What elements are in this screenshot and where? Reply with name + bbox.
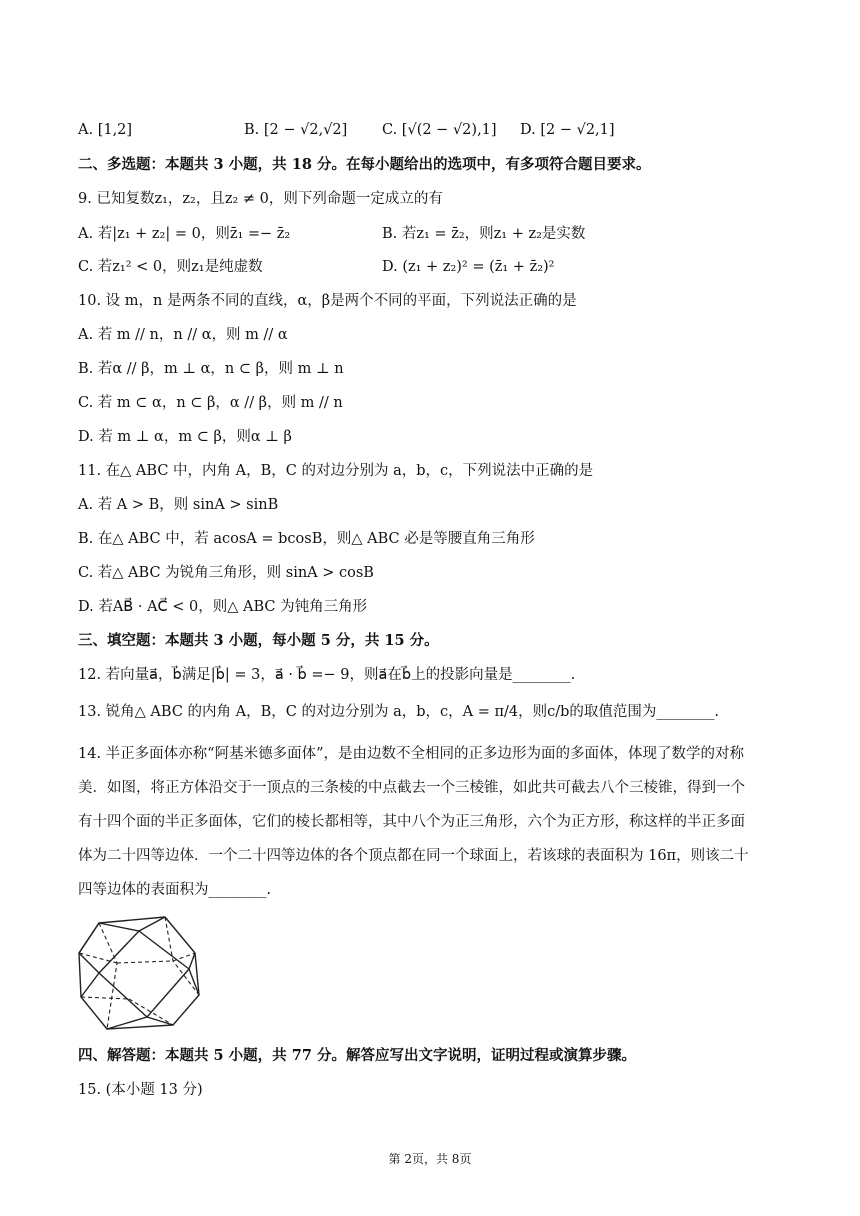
q8-option-d: D. [2 − √2,1] (520, 122, 615, 138)
q8-option-b: B. [2 − √2,√2] (244, 122, 348, 138)
q11-stem: 11. 在△ ABC 中，内角 A，B，C 的对边分别为 a，b，c，下列说法中正确的是 (78, 463, 594, 479)
q11-option-b: B. 在△ ABC 中，若 acosA = bcosB，则△ ABC 必是等腰直角三角形 (78, 531, 535, 547)
q11-option-c: C. 若△ ABC 为锐角三角形，则 sinA > cosB (78, 565, 374, 581)
q10-option-a: A. 若 m // n，n // α，则 m // α (78, 327, 288, 343)
section2-header: 二、多选题：本题共 3 小题，共 18 分。在每小题给出的选项中，有多项符合题目要求。 (78, 156, 651, 173)
q11-option-a: A. 若 A > B，则 sinA > sinB (78, 497, 279, 513)
q12-text: 12. 若向量a⃗，b⃗满足|b⃗| = 3，a⃗ · b⃗ =− 9，则a⃗在b⃗上的投影向量是________. (78, 667, 576, 683)
q9-option-d: D. (z₁ + z₂)² = (z̄₁ + z̄₂)² (382, 259, 555, 275)
q10-stem: 10. 设 m，n 是两条不同的直线，α，β是两个不同的平面，下列说法正确的是 (78, 293, 577, 309)
q9-stem: 9. 已知复数z₁，z₂，且z₂ ≠ 0，则下列命题一定成立的有 (78, 191, 443, 207)
polyhedron-figure (77, 913, 203, 1031)
q9-option-c: C. 若z₁² < 0，则z₁是纯虚数 (78, 259, 263, 275)
page-footer: 第 2页，共 8页 (388, 1152, 472, 1166)
q14-line-4: 体为二十四等边体．一个二十四等边体的各个顶点都在同一个球面上，若该球的表面积为 16π，则该二十 (78, 848, 749, 864)
q13-text: 13. 锐角△ ABC 的内角 A，B，C 的对边分别为 a，b，c，A = π/4，则c/b的取值范围为________. (78, 704, 719, 720)
q10-option-d: D. 若 m ⊥ α，m ⊂ β，则α ⊥ β (78, 429, 292, 445)
q14-line-1: 14. 半正多面体亦称“阿基米德多面体”，是由边数不全相同的正多边形为面的多面体，体现了数学的对称 (78, 746, 744, 762)
q14-text (78, 737, 784, 907)
q8-option-a: A. [1,2] (78, 122, 133, 138)
q9-option-a: A. 若|z₁ + z₂| = 0，则z̄₁ =− z̄₂ (78, 226, 291, 242)
q15-title: 15. (本小题 13 分) (78, 1082, 203, 1098)
q14-line-5: 四等边体的表面积为________. (78, 882, 272, 898)
q10-option-b: B. 若α // β，m ⊥ α，n ⊂ β，则 m ⊥ n (78, 361, 344, 377)
q10-option-c: C. 若 m ⊂ α，n ⊂ β，α // β，则 m // n (78, 395, 343, 411)
q14-line-3: 有十四个面的半正多面体，它们的棱长都相等，其中八个为正三角形，六个为正方形，称这样的半正多面 (78, 814, 745, 830)
section3-header: 三、填空题：本题共 3 小题，每小题 5 分，共 15 分。 (78, 632, 439, 649)
q11-option-d: D. 若AB⃗ · AC⃗ < 0，则△ ABC 为钝角三角形 (78, 599, 368, 615)
q8-option-c: C. [√(2 − √2),1] (382, 122, 497, 138)
q14-line-2: 美．如图，将正方体沿交于一顶点的三条棱的中点截去一个三棱锥，如此共可截去八个三棱锥，得到一个 (78, 780, 745, 796)
q9-option-b: B. 若z₁ = z̄₂，则z₁ + z₂是实数 (382, 226, 586, 242)
section4-header: 四、解答题：本题共 5 小题，共 77 分。解答应写出文字说明，证明过程或演算步骤。 (78, 1047, 636, 1064)
